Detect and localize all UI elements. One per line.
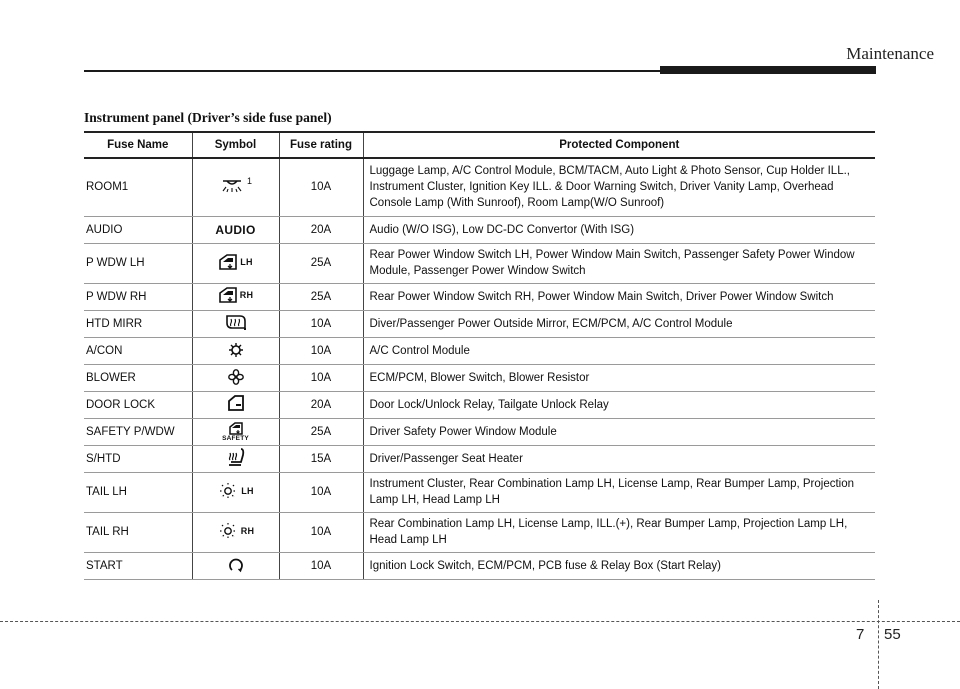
protected-component: Audio (W/O ISG), Low DC-DC Convertor (With ISG): [363, 216, 875, 243]
table-row: [84, 445, 875, 472]
symbol-label: LH: [240, 256, 253, 267]
fuse-symbol: [192, 552, 279, 579]
fuse-name: BLOWER: [84, 364, 192, 391]
fuse-rating: 25A: [279, 283, 363, 310]
table-row: [84, 283, 875, 310]
fuse-table: [84, 131, 875, 580]
table-row: [84, 216, 875, 243]
fuse-name: HTD MIRR: [84, 310, 192, 337]
fuse-name: P WDW RH: [84, 283, 192, 310]
protected-component: Instrument Cluster, Rear Combination Lamp LH, License Lamp, Rear Bumper Lamp, Projection Lamp LH, Head Lamp LH: [363, 472, 875, 512]
door-lock-icon: [227, 394, 245, 412]
protected-component: ECM/PCM, Blower Switch, Blower Resistor: [363, 364, 875, 391]
column-header: Fuse Name: [84, 132, 192, 158]
protected-component: A/C Control Module: [363, 337, 875, 364]
fuse-symbol: [192, 445, 279, 472]
fuse-symbol: [192, 337, 279, 364]
column-header: Symbol: [192, 132, 279, 158]
fuse-symbol: [192, 310, 279, 337]
fuse-name: S/HTD: [84, 445, 192, 472]
table-row: [84, 158, 875, 216]
tail-lamp-icon: [217, 522, 239, 540]
protected-component: Ignition Lock Switch, ECM/PCM, PCB fuse & Relay Box (Start Relay): [363, 552, 875, 579]
table-row: [84, 418, 875, 445]
fuse-symbol: [192, 216, 279, 243]
header-rule-bar: [660, 66, 876, 74]
audio-text-icon: AUDIO: [215, 222, 256, 237]
fuse-name: START: [84, 552, 192, 579]
table-row: [84, 552, 875, 579]
protected-component: Driver Safety Power Window Module: [363, 418, 875, 445]
table-row: [84, 243, 875, 283]
fuse-symbol: [192, 243, 279, 283]
protected-component: Rear Power Window Switch RH, Power Window Main Switch, Driver Power Window Switch: [363, 283, 875, 310]
fuse-rating: 10A: [279, 337, 363, 364]
power-window-icon: [218, 253, 238, 271]
start-icon: [228, 557, 244, 573]
fuse-symbol: [192, 364, 279, 391]
protected-component: Driver/Passenger Seat Heater: [363, 445, 875, 472]
fuse-name: DOOR LOCK: [84, 391, 192, 418]
panel-title: Instrument panel (Driver’s side fuse panel): [84, 110, 332, 125]
protected-component: Diver/Passenger Power Outside Mirror, ECM/PCM, A/C Control Module: [363, 310, 875, 337]
symbol-label: RH: [240, 525, 255, 536]
blower-fan-icon: [228, 369, 244, 385]
fuse-symbol: [192, 418, 279, 445]
fuse-rating: 10A: [279, 310, 363, 337]
tail-lamp-icon: [217, 482, 239, 500]
table-row: [84, 391, 875, 418]
table-row: [84, 512, 875, 552]
fuse-rating: 20A: [279, 391, 363, 418]
fuse-name: ROOM1: [84, 158, 192, 216]
section-title: Maintenance: [846, 44, 934, 63]
fuse-symbol: [192, 472, 279, 512]
table-row: [84, 337, 875, 364]
table-row: [84, 310, 875, 337]
fuse-rating: 10A: [279, 364, 363, 391]
protected-component: Luggage Lamp, A/C Control Module, BCM/TACM, Auto Light & Photo Sensor, Cup Holder ILL., Instrument Cluster, Ignition Key ILL. & Door Warning Switch, Driver Vanity Lamp, Overhead Console Lamp (With Sunroof), Room Lamp(W/O Sunroof): [363, 158, 875, 216]
protected-component: Door Lock/Unlock Relay, Tailgate Unlock Relay: [363, 391, 875, 418]
fuse-rating: 10A: [279, 472, 363, 512]
fuse-rating: 20A: [279, 216, 363, 243]
seat-heater-icon: [225, 447, 247, 467]
column-header: Fuse rating: [279, 132, 363, 158]
fuse-symbol: [192, 283, 279, 310]
protected-component: Rear Combination Lamp LH, License Lamp, ILL.(+), Rear Bumper Lamp, Projection Lamp LH, Head Lamp LH: [363, 512, 875, 552]
fuse-name: TAIL RH: [84, 512, 192, 552]
room-lamp-icon: [219, 178, 245, 194]
symbol-label: 1: [246, 176, 252, 187]
fuse-symbol: [192, 512, 279, 552]
fuse-rating: 25A: [279, 418, 363, 445]
fuse-rating: 10A: [279, 512, 363, 552]
safety-window-icon: [228, 421, 244, 435]
fuse-name: TAIL LH: [84, 472, 192, 512]
chapter-number: 7: [856, 626, 865, 643]
table-row: [84, 364, 875, 391]
footer-rule: [0, 621, 960, 622]
fuse-name: SAFETY P/WDW: [84, 418, 192, 445]
symbol-label: LH: [241, 485, 254, 496]
symbol-label: RH: [239, 290, 254, 300]
fuse-name: A/CON: [84, 337, 192, 364]
header-rule: [84, 70, 660, 72]
protected-component: Rear Power Window Switch LH, Power Window Main Switch, Passenger Safety Power Window Module, Passenger Power Window Switch: [363, 243, 875, 283]
footer-divider: [878, 600, 879, 689]
fuse-rating: 10A: [279, 158, 363, 216]
fuse-symbol: [192, 158, 279, 216]
column-header: Protected Component: [363, 132, 875, 158]
table-header-row: [84, 132, 875, 158]
page-number: 55: [884, 626, 901, 643]
fuse-symbol: [192, 391, 279, 418]
fuse-rating: 25A: [279, 243, 363, 283]
symbol-label: SAFETY: [222, 434, 249, 442]
heated-mirror-icon: [224, 313, 248, 331]
table-row: [84, 472, 875, 512]
fuse-rating: 15A: [279, 445, 363, 472]
power-window-icon: [218, 286, 238, 304]
fuse-name: AUDIO: [84, 216, 192, 243]
ac-snowflake-icon: [228, 342, 244, 358]
fuse-name: P WDW LH: [84, 243, 192, 283]
fuse-rating: 10A: [279, 552, 363, 579]
